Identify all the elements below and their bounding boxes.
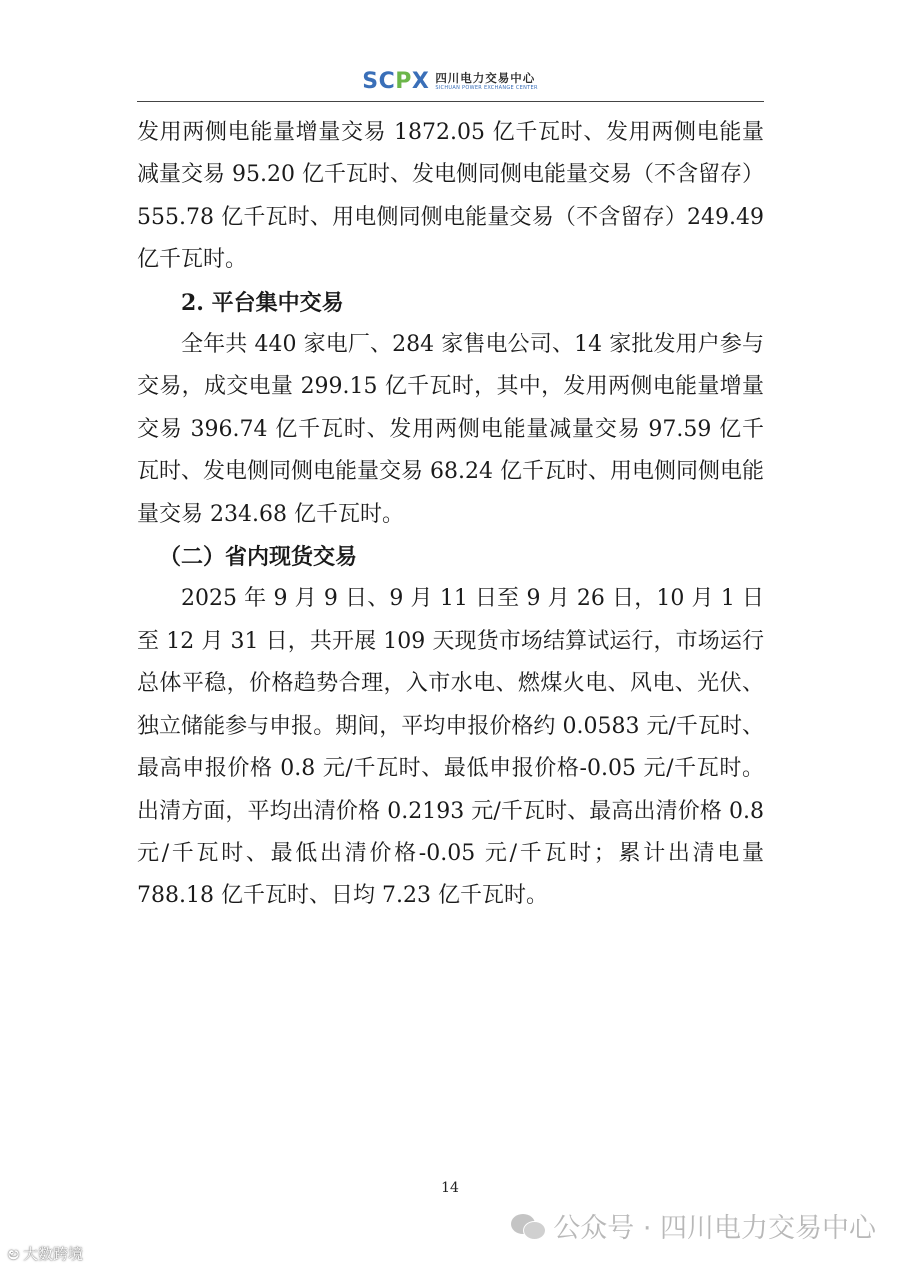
logo-mark (362, 71, 429, 93)
page-header (0, 62, 900, 102)
paragraph-spot-trading: 2025 年 9 月 9 日、9 月 11 日至 9 月 26 日，10 月 1 日至 12 月 31 日，共开展 109 天现货市场结算试运行，市场运行总体平稳，价格趋势合理，入市水电、燃煤火电、风电、光伏、独立储能参与申报。期间，平均申报价格约 0.0583 元/千瓦时、最高申报价格 0.8 元/千瓦时、最低申报价格-0.05 元/千瓦时。出清方面，平均出清价格 0.2193 元/千瓦时、最高出清价格 0.8 元/千瓦时、最低出清价格-0.05 元/千瓦时；累计出清电量 788.18 亿千瓦时、日均 7.23 亿千瓦时。 (137, 586, 764, 909)
document-body (137, 112, 764, 918)
section-heading-spot-trading: （二）省内现货交易 (159, 544, 358, 571)
paragraph-platform-trading: 全年共 440 家电厂、284 家售电公司、14 家批发用户参与交易，成交电量 299.15 亿千瓦时，其中，发用两侧电能量增量交易 396.74 亿千瓦时、发用两侧电能量减量交易 97.59 亿千瓦时、发电侧同侧电能量交易 68.24 亿千瓦时、用电侧同侧电能量交易 234.68 亿千瓦时。 (137, 332, 764, 527)
logo-mark-sc: SC (362, 69, 396, 94)
paragraph-continued: 发用两侧电能量增量交易 1872.05 亿千瓦时、发用两侧电能量减量交易 95.20 亿千瓦时、发电侧同侧电能量交易（不含留存）555.78 亿千瓦时、用电侧同侧电能量交易（不含留存）249.49 亿千瓦时。 (137, 120, 764, 273)
corner-watermark-text: 大数跨境 (23, 1245, 84, 1263)
header-divider (137, 101, 764, 102)
logo-text (435, 70, 538, 92)
section-heading-platform-trading: 2. 平台集中交易 (181, 289, 344, 316)
weibo-icon: ಲ (8, 1243, 20, 1264)
logo-chinese-name: 四川电力交易中心 (435, 70, 536, 85)
logo-english-name: SICHUAN POWER EXCHANGE CENTER (435, 85, 538, 92)
logo-mark-x: X (411, 69, 430, 94)
corner-watermark (8, 1243, 83, 1264)
wechat-icon (511, 1212, 545, 1240)
page-number: 14 (441, 1180, 459, 1196)
logo-mark-p: P (395, 69, 412, 94)
wechat-watermark (511, 1206, 876, 1245)
scpx-logo (362, 71, 538, 93)
wechat-watermark-text: 公众号 · 四川电力交易中心 (553, 1213, 876, 1244)
